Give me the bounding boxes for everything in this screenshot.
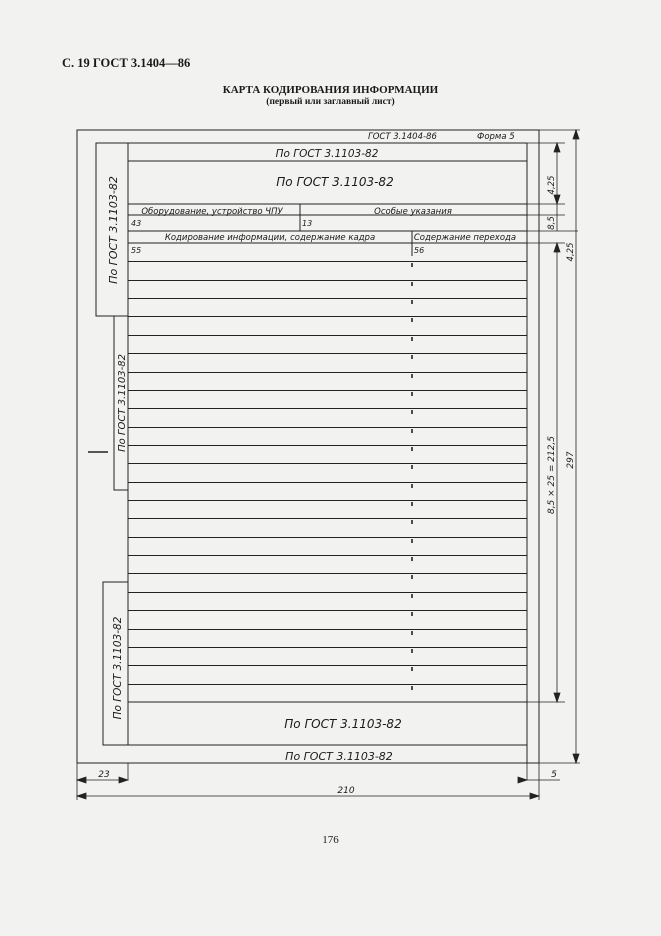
col-special: Особые указания bbox=[374, 207, 452, 217]
standard-label: ГОСТ 3.1404-86 bbox=[368, 132, 437, 142]
col-transition: Содержание перехода bbox=[413, 233, 517, 243]
side-ref-upper: По ГОСТ 3.1103-82 bbox=[107, 176, 120, 284]
form-label: Форма 5 bbox=[477, 132, 515, 142]
document-title: КАРТА КОДИРОВАНИЯ ИНФОРМАЦИИ bbox=[222, 84, 439, 96]
dim-4-25-a: 4,25 bbox=[547, 175, 557, 195]
page-number: 176 bbox=[322, 834, 339, 846]
field-55: 55 bbox=[131, 246, 142, 255]
field-13: 13 bbox=[302, 219, 313, 228]
data-rows bbox=[128, 262, 527, 685]
side-ref-lower: По ГОСТ 3.1103-82 bbox=[112, 616, 124, 720]
ref-bottom-small: По ГОСТ 3.1103-82 bbox=[285, 750, 393, 763]
dim-right-margin: 5 bbox=[551, 770, 557, 780]
header-code: С. 19 ГОСТ 3.1404—86 bbox=[62, 56, 191, 70]
dim-rows: 8,5 × 25 = 212,5 bbox=[547, 435, 557, 515]
col-coding: Кодирование информации, содержание кадра bbox=[164, 233, 376, 243]
col-equipment: Оборудование, устройство ЧПУ bbox=[141, 207, 283, 217]
dim-left-margin: 23 bbox=[98, 770, 110, 780]
dim-height: 297 bbox=[566, 451, 576, 469]
field-56: 56 bbox=[414, 246, 425, 255]
dim-4-25-b: 4,25 bbox=[566, 242, 576, 262]
dim-width: 210 bbox=[337, 786, 355, 796]
field-43: 43 bbox=[131, 219, 142, 228]
ref-top-small: По ГОСТ 3.1103-82 bbox=[275, 148, 379, 160]
dim-8-5: 8,5 bbox=[547, 216, 557, 230]
ref-bottom-large: По ГОСТ 3.1103-82 bbox=[284, 717, 402, 731]
side-ref-middle: По ГОСТ 3.1103-82 bbox=[117, 354, 128, 452]
ref-top-large: По ГОСТ 3.1103-82 bbox=[276, 175, 394, 189]
document-subtitle: (первый или заглавный лист) bbox=[266, 97, 395, 107]
